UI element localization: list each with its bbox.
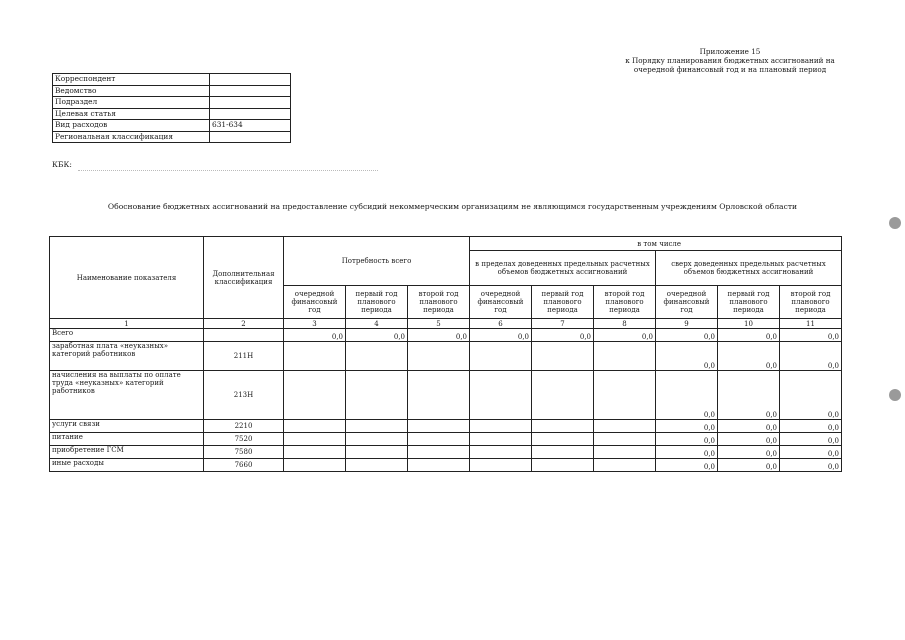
cell-value — [346, 420, 408, 433]
column-number: 11 — [780, 319, 842, 329]
cell-value: 0,0 — [718, 371, 780, 420]
column-number: 3 — [284, 319, 346, 329]
table-row — [50, 371, 842, 420]
header-including: в том числе — [470, 237, 842, 251]
cell-value: 0,0 — [780, 342, 842, 371]
appendix-line-2: к Порядку планирования бюджетных ассигнований на — [625, 56, 835, 65]
header-year-3: второй год планового периода — [408, 286, 470, 319]
appendix-note — [600, 47, 860, 74]
cell-value: 0,0 — [408, 329, 470, 342]
column-number: 4 — [346, 319, 408, 329]
row-code: 2210 — [204, 420, 284, 433]
meta-row — [53, 97, 291, 109]
meta-label: Ведомство — [53, 85, 210, 97]
cell-value — [532, 459, 594, 472]
header-need-total: Потребность всего — [284, 237, 470, 286]
cell-value — [594, 459, 656, 472]
header-year-1: очередной финансовый год — [656, 286, 718, 319]
cell-value — [408, 342, 470, 371]
header-classification: Дополнительная классификация — [204, 237, 284, 319]
header-over-limits: сверх доведенных предельных расчетных объемов бюджетных ассигнований — [656, 251, 842, 286]
row-name: заработная плата «неуказных» категорий работников — [50, 342, 204, 371]
meta-label: Подраздел — [53, 97, 210, 109]
cell-value: 0,0 — [780, 433, 842, 446]
meta-value: 631-634 — [210, 120, 291, 132]
header-year-3: второй год планового периода — [594, 286, 656, 319]
cell-value: 0,0 — [656, 433, 718, 446]
row-name: услуги связи — [50, 420, 204, 433]
meta-value — [210, 85, 291, 97]
cell-value — [408, 371, 470, 420]
row-name: иные расходы — [50, 459, 204, 472]
cell-value — [408, 433, 470, 446]
document-title: Обоснование бюджетных ассигнований на предоставление субсидий некоммерческим организациям не являющимся государственным учреждениям Орловской области — [107, 202, 798, 211]
cell-value — [594, 420, 656, 433]
cell-value: 0,0 — [718, 342, 780, 371]
appendix-line-1: Приложение 15 — [699, 47, 761, 56]
cell-value — [470, 446, 532, 459]
cell-value: 0,0 — [718, 420, 780, 433]
kbk-underline — [78, 170, 378, 171]
cell-value — [408, 459, 470, 472]
cell-value — [594, 371, 656, 420]
budget-table — [49, 236, 842, 472]
column-number: 6 — [470, 319, 532, 329]
cell-value — [284, 342, 346, 371]
cell-value — [284, 446, 346, 459]
row-code: 211Н — [204, 342, 284, 371]
cell-value: 0,0 — [780, 446, 842, 459]
header-year-2: первый год планового периода — [718, 286, 780, 319]
column-number: 9 — [656, 319, 718, 329]
cell-value — [470, 420, 532, 433]
cell-value: 0,0 — [656, 329, 718, 342]
cell-value: 0,0 — [780, 459, 842, 472]
meta-label: Целевая статья — [53, 108, 210, 120]
meta-value — [210, 131, 291, 143]
punch-hole-icon — [889, 389, 901, 401]
table-row — [50, 420, 842, 433]
table-row — [50, 433, 842, 446]
cell-value — [346, 459, 408, 472]
cell-value — [470, 371, 532, 420]
table-row — [50, 342, 842, 371]
meta-label: Вид расходов — [53, 120, 210, 132]
cell-value — [594, 446, 656, 459]
column-number-row — [50, 319, 842, 329]
cell-value: 0,0 — [656, 371, 718, 420]
table-row — [50, 446, 842, 459]
cell-value — [532, 446, 594, 459]
classification-table — [52, 73, 291, 143]
column-number: 10 — [718, 319, 780, 329]
cell-value: 0,0 — [718, 459, 780, 472]
cell-value — [532, 342, 594, 371]
table-row — [50, 459, 842, 472]
row-name: питание — [50, 433, 204, 446]
cell-value — [532, 420, 594, 433]
column-number: 7 — [532, 319, 594, 329]
cell-value: 0,0 — [470, 329, 532, 342]
cell-value: 0,0 — [718, 329, 780, 342]
header-row — [50, 237, 842, 251]
row-name: начисления на выплаты по оплате труда «неуказных» категорий работников — [50, 371, 204, 420]
cell-value: 0,0 — [594, 329, 656, 342]
cell-value — [594, 433, 656, 446]
header-name: Наименование показателя — [50, 237, 204, 319]
row-code: 7660 — [204, 459, 284, 472]
cell-value — [470, 459, 532, 472]
meta-row — [53, 85, 291, 97]
row-code: 7520 — [204, 433, 284, 446]
column-number: 8 — [594, 319, 656, 329]
cell-value: 0,0 — [656, 342, 718, 371]
cell-value — [284, 433, 346, 446]
meta-value — [210, 108, 291, 120]
row-code — [204, 329, 284, 342]
column-number: 1 — [50, 319, 204, 329]
meta-label: Региональная классификация — [53, 131, 210, 143]
cell-value: 0,0 — [780, 371, 842, 420]
cell-value — [470, 342, 532, 371]
meta-row — [53, 74, 291, 86]
column-number: 2 — [204, 319, 284, 329]
cell-value — [408, 420, 470, 433]
column-number: 5 — [408, 319, 470, 329]
meta-row — [53, 131, 291, 143]
cell-value — [284, 459, 346, 472]
meta-row — [53, 120, 291, 132]
cell-value — [346, 433, 408, 446]
cell-value: 0,0 — [718, 446, 780, 459]
cell-value: 0,0 — [780, 329, 842, 342]
cell-value — [594, 342, 656, 371]
cell-value — [284, 371, 346, 420]
cell-value: 0,0 — [656, 420, 718, 433]
appendix-line-3: очередной финансовый год и на плановый период — [633, 65, 827, 74]
meta-label: Корреспондент — [53, 74, 210, 86]
cell-value — [284, 420, 346, 433]
cell-value: 0,0 — [780, 420, 842, 433]
row-name: приобретение ГСМ — [50, 446, 204, 459]
header-year-2: первый год планового периода — [532, 286, 594, 319]
row-code: 7580 — [204, 446, 284, 459]
row-name: Всего — [50, 329, 204, 342]
cell-value: 0,0 — [346, 329, 408, 342]
cell-value — [346, 342, 408, 371]
header-year-2: первый год планового периода — [346, 286, 408, 319]
header-within-limits: в пределах доведенных предельных расчетных объемов бюджетных ассигнований — [470, 251, 656, 286]
cell-value — [532, 371, 594, 420]
cell-value: 0,0 — [656, 446, 718, 459]
cell-value — [408, 446, 470, 459]
cell-value: 0,0 — [718, 433, 780, 446]
header-year-1: очередной финансовый год — [470, 286, 532, 319]
meta-value — [210, 97, 291, 109]
cell-value — [346, 446, 408, 459]
cell-value: 0,0 — [284, 329, 346, 342]
cell-value — [470, 433, 532, 446]
header-year-1: очередной финансовый год — [284, 286, 346, 319]
meta-row — [53, 108, 291, 120]
meta-value — [210, 74, 291, 86]
punch-hole-icon — [889, 217, 901, 229]
cell-value: 0,0 — [532, 329, 594, 342]
kbk-label: КБК: — [52, 160, 72, 169]
table-row-total — [50, 329, 842, 342]
header-year-3: второй год планового периода — [780, 286, 842, 319]
cell-value — [532, 433, 594, 446]
cell-value: 0,0 — [656, 459, 718, 472]
row-code: 213Н — [204, 371, 284, 420]
cell-value — [346, 371, 408, 420]
